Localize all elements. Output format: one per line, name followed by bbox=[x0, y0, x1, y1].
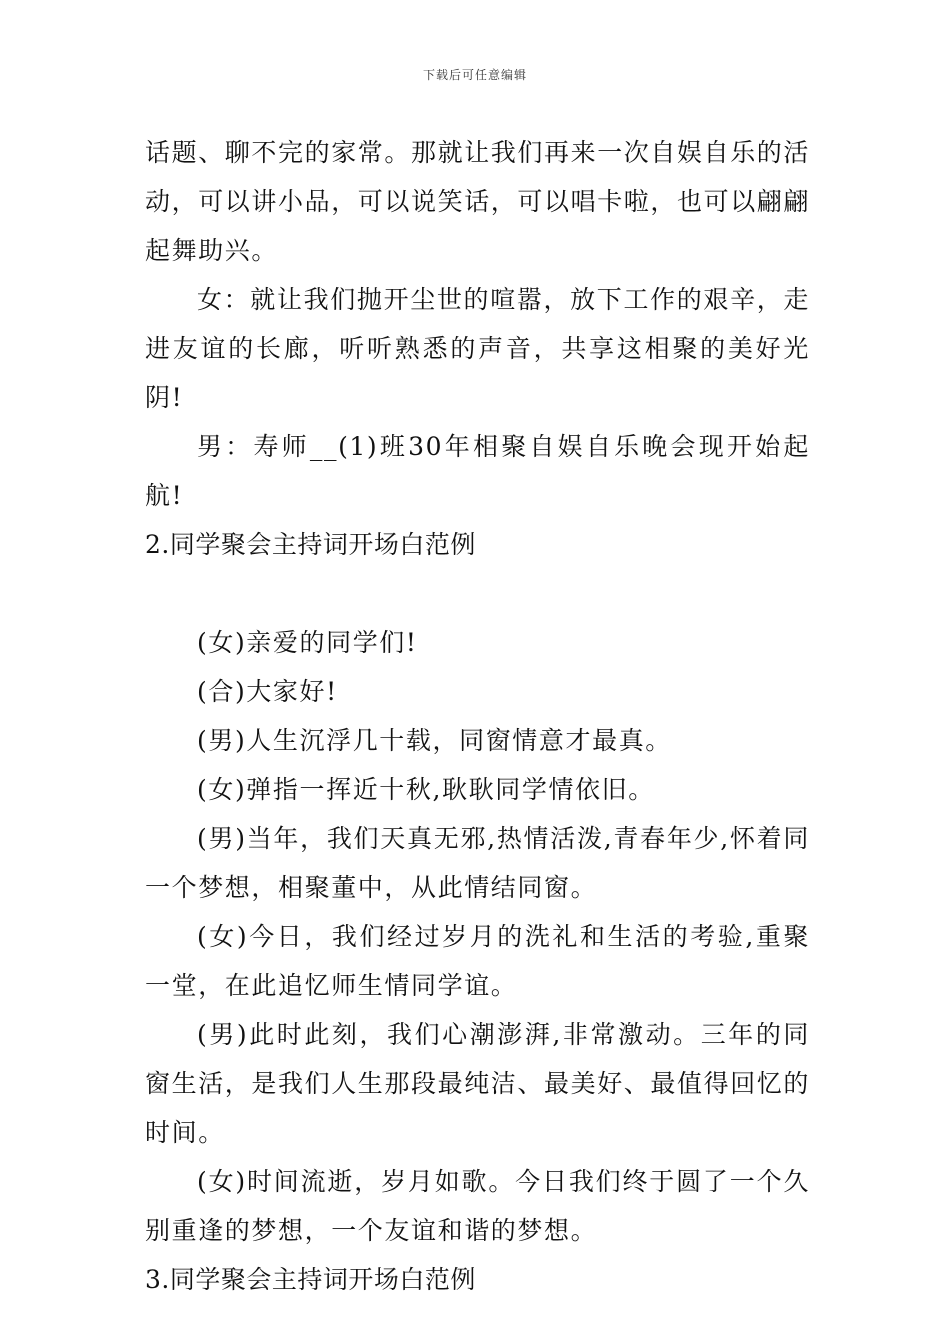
dialogue-line: (女)今日，我们经过岁月的洗礼和生活的考验,重聚一堂，在此追忆师生情同学谊。 bbox=[145, 922, 810, 1000]
dialogue-line: (男)此时此刻，我们心潮澎湃,非常激动。三年的同窗生活，是我们人生那段最纯洁、最美好、最值得回忆的时间。 bbox=[145, 1020, 811, 1147]
blank-line bbox=[145, 569, 810, 618]
dialogue-line: (女)时间流逝，岁月如歌。今日我们终于圆了一个久别重逢的梦想，一个友谊和谐的梦想。 bbox=[145, 1167, 810, 1245]
section-heading-3: 3.同学聚会主持词开场白范例 bbox=[145, 1265, 476, 1294]
paragraph-female-host: 女：就让我们抛开尘世的喧嚣，放下工作的艰辛，走进友谊的长廊，听听熟悉的声音，共享这相聚的美好光阴! bbox=[145, 285, 810, 412]
dialogue-line: (女)亲爱的同学们! bbox=[197, 628, 418, 657]
section-heading-2: 2.同学聚会主持词开场白范例 bbox=[145, 530, 476, 559]
document-body bbox=[145, 128, 810, 1304]
dialogue-line: (男)人生沉浮几十载，同窗情意才最真。 bbox=[197, 726, 672, 755]
dialogue-line: (合)大家好! bbox=[197, 677, 338, 706]
page-header-note: 下载后可任意编辑 bbox=[422, 68, 527, 82]
paragraph-continuation: 话题、聊不完的家常。那就让我们再来一次自娱自乐的活动，可以讲小品，可以说笑话，可以唱卡啦，也可以翩翩起舞助兴。 bbox=[145, 138, 811, 265]
dialogue-line: (女)弹指一挥近十秋,耿耿同学情依旧。 bbox=[197, 775, 655, 804]
paragraph-male-host: 男：寿师__(1)班30年相聚自娱自乐晚会现开始起航! bbox=[145, 432, 810, 510]
dialogue-line: (男)当年，我们天真无邪,热情活泼,青春年少,怀着同一个梦想，相聚董中，从此情结同窗。 bbox=[145, 824, 810, 902]
